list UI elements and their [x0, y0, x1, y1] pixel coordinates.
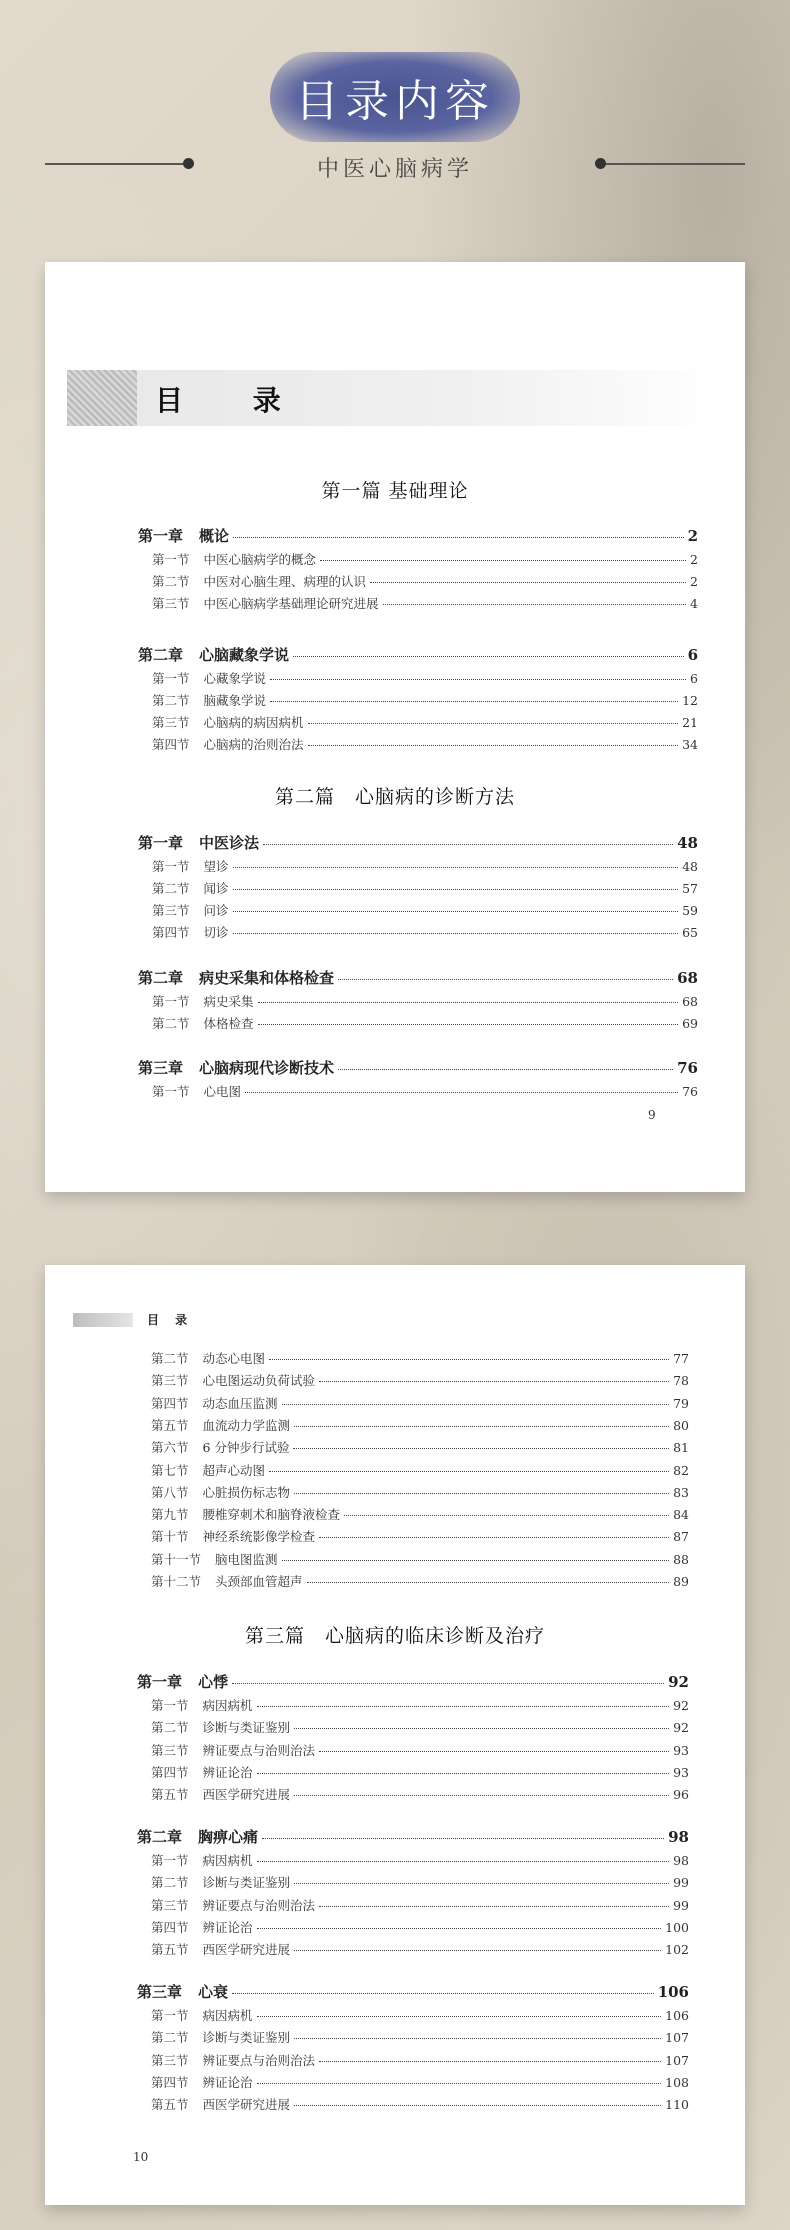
- toc-section-row[interactable]: [152, 901, 698, 919]
- section-page: 48: [682, 859, 698, 874]
- section-title: 动态血压监测: [202, 1395, 278, 1411]
- dot-leader: [294, 2038, 661, 2039]
- toc-section-row[interactable]: [152, 879, 698, 897]
- section-title: 6 分钟步行试验: [202, 1440, 290, 1456]
- section-title: 动态心电图: [202, 1351, 266, 1366]
- section-page: 68: [682, 994, 698, 1009]
- toc-chapter-row[interactable]: [137, 1826, 689, 1847]
- dot-leader: [282, 1404, 670, 1405]
- section-title: 血流动力学监测: [202, 1417, 291, 1433]
- section-title: 辨证要点与治则治法: [202, 2052, 316, 2068]
- dot-leader: [294, 1795, 669, 1796]
- section-page: 107: [665, 2052, 689, 2068]
- section-title: 病史采集: [203, 994, 254, 1009]
- chapter-label: 第二章: [138, 646, 184, 664]
- section-page: 77: [673, 1351, 689, 1366]
- toc-section-row[interactable]: [152, 691, 698, 709]
- toc-section-row[interactable]: [151, 1527, 689, 1545]
- section-page: 57: [682, 881, 698, 896]
- part-title: 第一篇 基础理论: [321, 480, 469, 502]
- section-label: 第六节: [151, 1440, 189, 1456]
- dot-leader: [245, 1092, 678, 1093]
- section-title: 诊断与类证鉴别: [202, 1720, 291, 1736]
- toc-section-row[interactable]: [152, 1082, 698, 1100]
- section-title: 腰椎穿刺术和脑脊液检查: [202, 1507, 341, 1523]
- dot-leader: [294, 1883, 669, 1884]
- chapter-label: 第一章: [137, 1673, 183, 1691]
- dot-leader: [294, 1493, 669, 1494]
- toc-heading: 目 录: [155, 384, 311, 417]
- dot-leader: [233, 911, 679, 912]
- section-page: 2: [690, 552, 698, 567]
- section-label: 第三节: [151, 1897, 189, 1913]
- section-page: 82: [673, 1462, 689, 1478]
- section-page: 93: [673, 1764, 689, 1780]
- section-page: 79: [673, 1395, 689, 1411]
- section-title: 辨证要点与治则治法: [202, 1742, 316, 1758]
- section-label: 第四节: [151, 1764, 189, 1780]
- toc-section-row[interactable]: [151, 1550, 689, 1568]
- section-title: 诊断与类证鉴别: [202, 1875, 291, 1891]
- section-page: 4: [690, 596, 698, 611]
- section-page: 92: [673, 1720, 689, 1736]
- section-title: 神经系统影像学检查: [202, 1529, 316, 1545]
- dot-leader: [257, 1861, 670, 1862]
- section-page: 92: [673, 1698, 689, 1713]
- dot-leader: [338, 979, 673, 980]
- chapter-title: 胸痹心痛: [198, 1828, 259, 1846]
- toc-chapter-row[interactable]: [138, 967, 698, 988]
- dot-leader: [293, 1448, 669, 1449]
- page-title: 目录内容: [295, 76, 495, 127]
- toc-section-row[interactable]: [151, 1763, 689, 1781]
- toc-chapter-row[interactable]: [138, 832, 698, 853]
- section-label: 第五节: [151, 1787, 189, 1803]
- section-page: 83: [673, 1484, 689, 1500]
- section-page: 96: [673, 1787, 689, 1803]
- section-title: 望诊: [203, 859, 229, 874]
- section-title: 中医心脑病学的概念: [203, 552, 317, 567]
- section-label: 第二节: [152, 881, 190, 896]
- toc-section-row[interactable]: [151, 1718, 689, 1736]
- section-page: 69: [682, 1016, 698, 1031]
- chapter-label: 第一章: [138, 527, 184, 545]
- section-label: 第一节: [151, 1853, 189, 1868]
- dot-leader: [294, 1950, 661, 1951]
- toc-chapter-row[interactable]: [138, 1057, 698, 1078]
- section-label: 第三节: [151, 1742, 189, 1758]
- section-title: 中医对心脑生理、病理的认识: [203, 574, 367, 589]
- section-page: 34: [682, 737, 698, 752]
- chapter-title: 概论: [199, 527, 230, 545]
- toc-page-2: [45, 1265, 745, 2205]
- toc-section-row[interactable]: [152, 1014, 698, 1032]
- toc-section-row[interactable]: [152, 550, 698, 568]
- section-label: 第四节: [151, 1919, 189, 1935]
- chapter-page: 92: [668, 1673, 689, 1691]
- toc-section-row[interactable]: [151, 2073, 689, 2091]
- section-page: 6: [690, 671, 698, 686]
- section-label: 第二节: [151, 1875, 189, 1891]
- toc-section-row[interactable]: [152, 923, 698, 941]
- chapter-label: 第一章: [138, 834, 184, 852]
- section-label: 第二节: [151, 1351, 189, 1366]
- page-number: 9: [648, 1108, 656, 1122]
- toc-section-row[interactable]: [151, 1741, 689, 1759]
- toc-section-row[interactable]: [151, 1483, 689, 1501]
- section-page: 93: [673, 1742, 689, 1758]
- title-badge: [270, 52, 520, 142]
- chapter-page: 98: [668, 1828, 689, 1846]
- dot-leader: [270, 679, 686, 680]
- section-label: 第一节: [152, 552, 190, 567]
- dot-leader: [319, 1537, 669, 1538]
- dot-leader: [257, 2016, 662, 2017]
- section-page: 65: [682, 925, 698, 940]
- toc-section-row[interactable]: [151, 1873, 689, 1891]
- dot-leader: [319, 1381, 669, 1382]
- section-label: 第三节: [152, 715, 190, 730]
- section-label: 第一节: [152, 671, 190, 686]
- section-title: 中医心脑病学基础理论研究进展: [203, 596, 379, 611]
- chapter-page: 6: [687, 646, 698, 664]
- section-title: 西医学研究进展: [202, 1942, 291, 1958]
- section-label: 第三节: [151, 1373, 189, 1389]
- section-page: 59: [682, 903, 698, 918]
- header: [0, 0, 790, 240]
- toc-section-row[interactable]: [152, 857, 698, 875]
- chapter-title: 心脑病现代诊断技术: [199, 1059, 335, 1077]
- toc-header-band: [73, 1313, 133, 1327]
- dot-leader: [319, 2061, 661, 2062]
- dot-leader: [233, 933, 679, 934]
- section-page: 12: [682, 693, 698, 708]
- toc-section-row[interactable]: [151, 2095, 689, 2113]
- section-page: 108: [665, 2074, 689, 2090]
- dot-leader: [308, 745, 679, 746]
- section-label: 第十二节: [151, 1574, 202, 1589]
- toc-section-row[interactable]: [151, 1349, 689, 1367]
- page-subtitle: 中医心脑病学: [316, 157, 473, 182]
- section-label: 第一节: [152, 1084, 190, 1099]
- section-label: 第二节: [152, 574, 190, 589]
- chapter-title: 心悸: [198, 1673, 229, 1691]
- dot-leader: [233, 537, 684, 538]
- chapter-label: 第三章: [138, 1059, 184, 1077]
- toc-section-row[interactable]: [151, 1505, 689, 1523]
- section-page: 78: [673, 1373, 689, 1389]
- toc-section-row[interactable]: [151, 1371, 689, 1389]
- chapter-page: 106: [657, 1983, 689, 2001]
- dot-leader: [319, 1751, 669, 1752]
- section-page: 107: [665, 2030, 689, 2046]
- section-title: 西医学研究进展: [202, 2097, 291, 2113]
- toc-heading: 目 录: [147, 1313, 194, 1327]
- toc-chapter-row[interactable]: [137, 1671, 689, 1692]
- section-title: 脑电图监测: [215, 1551, 278, 1567]
- section-label: 第一节: [151, 1698, 189, 1713]
- toc-section-row[interactable]: [152, 713, 698, 731]
- toc-section-row[interactable]: [151, 1416, 689, 1434]
- toc-section-row[interactable]: [151, 1785, 689, 1803]
- section-page: 99: [673, 1875, 689, 1891]
- chapter-title: 心脑藏象学说: [199, 646, 290, 664]
- dot-leader: [344, 1515, 669, 1516]
- toc-section-row[interactable]: [151, 1394, 689, 1412]
- dot-leader: [383, 604, 687, 605]
- section-title: 辨证论治: [202, 1764, 253, 1780]
- dot-leader: [257, 2083, 662, 2084]
- chapter-title: 心衰: [198, 1983, 229, 2001]
- section-title: 闻诊: [203, 881, 229, 896]
- section-page: 110: [665, 2097, 689, 2113]
- section-title: 西医学研究进展: [202, 1787, 291, 1803]
- chapter-label: 第二章: [137, 1828, 183, 1846]
- dot-leader: [262, 1838, 664, 1839]
- chapter-title: 中医诊法: [199, 834, 260, 852]
- section-label: 第二节: [151, 2030, 189, 2046]
- section-label: 第一节: [152, 859, 190, 874]
- section-title: 病因病机: [202, 2008, 253, 2023]
- section-label: 第三节: [152, 903, 190, 918]
- section-page: 21: [682, 715, 698, 730]
- toc-chapter-row[interactable]: [138, 644, 698, 665]
- dot-leader: [269, 1471, 669, 1472]
- dot-leader: [263, 844, 673, 845]
- dot-leader: [258, 1024, 679, 1025]
- section-title: 脑藏象学说: [203, 693, 267, 708]
- toc-section-row[interactable]: [152, 992, 698, 1010]
- chapter-page: 2: [687, 527, 698, 545]
- toc-section-row[interactable]: [151, 1438, 689, 1456]
- dot-leader: [233, 867, 679, 868]
- dot-leader: [294, 2105, 661, 2106]
- section-page: 98: [673, 1853, 689, 1868]
- section-title: 病因病机: [202, 1698, 253, 1713]
- section-label: 第三节: [151, 2052, 189, 2068]
- toc-section-row[interactable]: [151, 1918, 689, 1936]
- section-label: 第九节: [151, 1507, 189, 1523]
- section-page: 102: [665, 1942, 689, 1958]
- section-title: 心藏象学说: [203, 671, 267, 686]
- toc-section-row[interactable]: [152, 572, 698, 590]
- toc-chapter-row[interactable]: [137, 1981, 689, 2002]
- toc-section-row[interactable]: [151, 1940, 689, 1958]
- dot-leader: [258, 1002, 679, 1003]
- toc-chapter-row[interactable]: [138, 525, 698, 546]
- section-title: 体格检查: [203, 1016, 254, 1031]
- dot-leader: [319, 1906, 669, 1907]
- section-label: 第四节: [152, 925, 190, 940]
- toc-section-row[interactable]: [151, 1851, 689, 1869]
- section-title: 心脑病的治则治法: [203, 737, 304, 752]
- dot-leader: [294, 1426, 669, 1427]
- section-label: 第五节: [151, 1417, 189, 1433]
- section-title: 切诊: [203, 925, 229, 940]
- section-label: 第四节: [151, 2074, 189, 2090]
- toc-section-row[interactable]: [151, 1572, 689, 1590]
- section-label: 第五节: [151, 1942, 189, 1958]
- toc-section-row[interactable]: [151, 1696, 689, 1714]
- section-title: 心脏损伤标志物: [202, 1484, 291, 1500]
- toc-section-row[interactable]: [152, 669, 698, 687]
- toc-section-row[interactable]: [151, 2006, 689, 2024]
- band-pattern-box: [67, 370, 137, 426]
- section-title: 诊断与类证鉴别: [202, 2030, 291, 2046]
- toc-section-row[interactable]: [151, 2028, 689, 2046]
- chapter-title: 病史采集和体格检查: [199, 969, 335, 987]
- section-page: 88: [673, 1551, 689, 1567]
- toc-section-row[interactable]: [151, 1461, 689, 1479]
- section-page: 87: [673, 1529, 689, 1545]
- dot-leader: [307, 1582, 670, 1583]
- section-page: 84: [673, 1507, 689, 1523]
- section-title: 超声心动图: [202, 1462, 266, 1478]
- dot-leader: [308, 723, 679, 724]
- section-title: 辨证论治: [202, 1919, 253, 1935]
- section-page: 89: [673, 1574, 689, 1589]
- toc-page-1: [45, 262, 745, 1192]
- toc-section-row[interactable]: [152, 594, 698, 612]
- section-page: 99: [673, 1897, 689, 1913]
- part-title: 第二篇 心脑病的诊断方法: [274, 786, 515, 808]
- part-title: 第三篇 心脑病的临床诊断及治疗: [244, 1625, 545, 1647]
- dot-leader: [282, 1560, 670, 1561]
- section-page: 81: [673, 1440, 689, 1456]
- dot-leader: [233, 889, 679, 890]
- section-label: 第七节: [151, 1462, 189, 1478]
- dot-leader: [257, 1928, 662, 1929]
- dot-leader: [294, 1728, 669, 1729]
- section-label: 第五节: [151, 2097, 189, 2113]
- chapter-label: 第三章: [137, 1983, 183, 2001]
- section-label: 第十一节: [151, 1551, 202, 1567]
- dot-leader: [320, 560, 686, 561]
- section-label: 第二节: [151, 1720, 189, 1736]
- dot-leader: [257, 1773, 670, 1774]
- page-number: 10: [133, 2150, 149, 2164]
- section-title: 问诊: [203, 903, 229, 918]
- toc-section-row[interactable]: [152, 735, 698, 753]
- section-label: 第四节: [151, 1395, 189, 1411]
- section-label: 第二节: [152, 1016, 190, 1031]
- chapter-page: 48: [677, 834, 698, 852]
- section-title: 心电图: [203, 1084, 242, 1099]
- dot-leader: [232, 1683, 664, 1684]
- section-title: 心脑病的病因病机: [203, 715, 304, 730]
- section-page: 2: [690, 574, 698, 589]
- section-page: 100: [665, 1919, 689, 1935]
- dot-leader: [232, 1993, 654, 1994]
- dot-leader: [370, 582, 686, 583]
- section-label: 第三节: [152, 596, 190, 611]
- chapter-label: 第二章: [138, 969, 184, 987]
- dot-leader: [293, 656, 684, 657]
- dot-leader: [270, 701, 678, 702]
- section-title: 头颈部血管超声: [215, 1574, 303, 1589]
- section-label: 第二节: [152, 693, 190, 708]
- section-page: 106: [665, 2008, 689, 2023]
- dot-leader: [269, 1359, 669, 1360]
- section-title: 病因病机: [202, 1853, 253, 1868]
- toc-section-row[interactable]: [151, 1896, 689, 1914]
- section-title: 心电图运动负荷试验: [202, 1373, 316, 1389]
- section-label: 第四节: [152, 737, 190, 752]
- section-label: 第一节: [152, 994, 190, 1009]
- section-page: 80: [673, 1417, 689, 1433]
- section-label: 第一节: [151, 2008, 189, 2023]
- section-page: 76: [682, 1084, 698, 1099]
- chapter-page: 68: [677, 969, 698, 987]
- section-label: 第八节: [151, 1484, 189, 1500]
- section-title: 辨证论治: [202, 2074, 253, 2090]
- section-label: 第十节: [151, 1529, 189, 1545]
- section-title: 辨证要点与治则治法: [202, 1897, 316, 1913]
- chapter-page: 76: [677, 1059, 698, 1077]
- dot-leader: [338, 1069, 673, 1070]
- dot-leader: [257, 1706, 670, 1707]
- toc-section-row[interactable]: [151, 2051, 689, 2069]
